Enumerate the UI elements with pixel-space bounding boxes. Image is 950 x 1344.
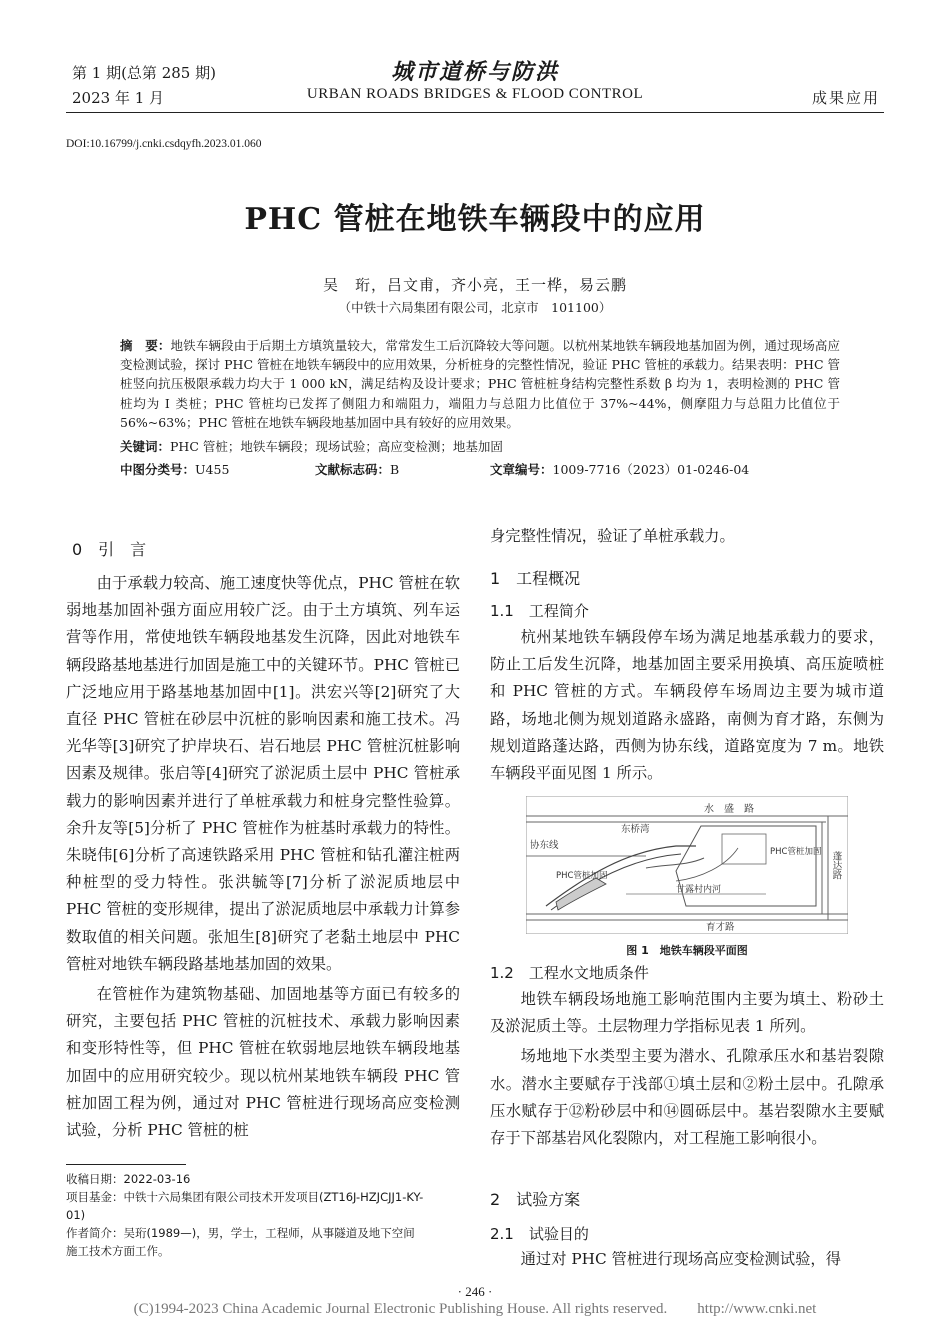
section-1-2-paragraph-1: 地铁车辆段场地施工影响范围内主要为填土、粉砂土及淤泥质土等。土层物理力学指标见表 1 所列。: [490, 990, 884, 1036]
article-id: [490, 460, 749, 478]
left-column: [66, 570, 460, 1144]
author-bio: 作者简介：吴珩(1989—)，男，学士，工程师，从事隧道及地下空间施工技术方面工作。: [66, 1226, 415, 1258]
section-1-2-heading: 1.2 工程水文地质条件: [490, 964, 649, 982]
label-ganlu-river: 甘露村内河: [676, 885, 722, 895]
section-2-heading: 2 试验方案: [490, 1190, 581, 1209]
page-number: · 246 ·: [457, 1284, 493, 1299]
footnote-rule: [66, 1164, 186, 1165]
doc-value: B: [390, 462, 400, 477]
figure-1-caption: 图 1 地铁车辆段平面图: [626, 944, 748, 957]
section-1-heading: 1 工程概况: [490, 569, 581, 588]
copyright-notice: (C)1994-2023 China Academic Journal Electronic Publishing House. All rights reserved. http://www.cnki.net: [133, 1301, 817, 1317]
header-rule: [66, 112, 884, 113]
label-south-road: 育才路: [706, 922, 735, 933]
journal-name-en: URBAN ROADS BRIDGES & FLOOD CONTROL: [306, 86, 644, 102]
intro-paragraph-1: 由于承载力较高、施工速度快等优点，PHC 管桩在软弱地基加固补强方面应用较广泛。由于土方填筑、列车运营等作用，常使地铁车辆段地基发生沉降，因此对地铁车辆段路基地基进行加固是施工中的关键环节。PHC 管桩已广泛地应用于路基地基加固中[1]。洪宏兴等[2]研究了大直径 PHC 管桩在砂层中沉桩的影响因素和施工技术。冯光华等[3]研究了护岸块石、岩石地层 PHC 管桩沉桩影响因素及规律。张启等[4]研究了淤泥质土层中 PHC 管桩承载力的影响因素并进行了单桩承载力和桩身完整性验算。余升友等[5]分析了 PHC 管桩作为桩基时承载力的特性。朱晓伟[6]分析了高速铁路采用 PHC 管桩和钻孔灌注桩两种桩型的受力特性。张洪毓等[7]分析了淤泥质地层中 PHC 管桩的变形规律，提出了淤泥质地层中承载力计算参数取值的相关问题。张旭生[8]研究了老黏土地层中 PHC 管桩对地铁车辆段路基地基加固的效果。: [66, 574, 460, 973]
article-id-value: 1009-7716（2023）01-0246-04: [552, 462, 750, 477]
section-1-2-body: [490, 986, 884, 1152]
section-label: 成果应用: [811, 89, 880, 107]
abstract-label: 摘 要：: [120, 338, 171, 353]
issue-date: 2023 年 1 月: [72, 89, 165, 107]
intro-paragraph-end: 身完整性情况，验证了单桩承载力。: [490, 527, 735, 545]
section-0-heading: 0 引 言: [72, 540, 147, 559]
fund-info: 项目基金：中铁十六局集团有限公司技术开发项目(ZT16J-HZJCJJ1-KY-01): [66, 1190, 424, 1222]
label-area-dongqiaowan: 东桥湾: [621, 824, 650, 835]
section-2-1-body: [490, 1246, 884, 1273]
label-east-road: 蓬达路: [830, 851, 842, 880]
footnote: [66, 1170, 426, 1260]
clc-label: 中图分类号：: [120, 462, 196, 477]
authors: 吴 珩，吕文甫，齐小亮，王一桦，易云鹏: [322, 276, 627, 294]
label-west-road: 协东线: [530, 840, 559, 851]
issue-number: 第 1 期(总第 285 期): [72, 64, 216, 82]
doc-code: [315, 460, 399, 478]
section-1-1-body: [490, 624, 884, 787]
abstract: [120, 336, 840, 432]
right-column-intro-end: [490, 523, 884, 550]
journal-logo-cn: 城市道桥与防洪: [390, 59, 559, 85]
received-date: 收稿日期：2022-03-16: [66, 1172, 191, 1186]
section-1-1-heading: 1.1 工程简介: [490, 602, 589, 620]
affiliation: （中铁十六局集团有限公司，北京市 101100）: [338, 300, 612, 315]
doc-label: 文献标志码：: [315, 462, 391, 477]
clc-number: [120, 460, 229, 478]
article-id-label: 文章编号：: [490, 462, 553, 477]
keywords: [120, 437, 503, 455]
section-2-1-heading: 2.1 试验目的: [490, 1225, 589, 1243]
label-phc-reinforce-east: PHC管桩加固: [770, 847, 822, 857]
keywords-label: 关键词：: [120, 439, 171, 454]
section-1-2-paragraph-2: 场地地下水类型主要为潜水、孔隙承压水和基岩裂隙水。潜水主要赋存于浅部①填土层和②粉土层中。孔隙承压水赋存于⑫粉砂层中和⑭圆砾层中。基岩裂隙水主要赋存于下部基岩风化裂隙内，对工程施工影响很小。: [490, 1047, 884, 1148]
keywords-text: PHC 管桩；地铁车辆段；现场试验；高应变检测；地基加固: [170, 439, 503, 454]
label-north-road: 水 盛 路: [704, 804, 754, 815]
label-phc-reinforce-west: PHC管桩加固: [556, 871, 608, 881]
doi: DOI:10.16799/j.cnki.csdqyfh.2023.01.060: [66, 138, 262, 150]
figure-1-site-plan: [526, 796, 848, 934]
intro-paragraph-2: 在管桩作为建筑物基础、加固地基等方面已有较多的研究，主要包括 PHC 管桩的沉桩技术、承载力影响因素和变形特性等，但 PHC 管桩在软弱地层地铁车辆段地基加固中的应用研究较少。现以杭州某地铁车辆段 PHC 管桩加固工程为例，通过对 PHC 管桩进行现场高应变检测试验，分析 PHC 管桩的桩: [66, 985, 460, 1140]
paper-title: PHC 管桩在地铁车辆段中的应用: [244, 202, 706, 237]
section-1-1-paragraph: 杭州某地铁车辆段停车场为满足地基承载力的要求，防止工后发生沉降，地基加固主要采用换填、高压旋喷桩和 PHC 管桩的方式。车辆段停车场周边主要为城市道路，场地北侧为规划道路永盛路，南侧为育才路，东侧为规划道路蓬达路，西侧为协东线，道路宽度为 7 m。地铁车辆段平面见图 1 所示。: [490, 628, 884, 783]
section-2-1-paragraph: 通过对 PHC 管桩进行现场高应变检测试验，得: [520, 1250, 842, 1268]
abstract-text: 地铁车辆段由于后期土方填筑量较大，常常发生工后沉降较大等问题。以杭州某地铁车辆段地基加固为例，通过现场高应变检测试验，探讨 PHC 管桩在地铁车辆段中的应用效果，分析桩身的完整性情况，验证 PHC 管桩的承载力。结果表明：PHC 管桩竖向抗压极限承载力均大于 1 000 kN，满足结构及设计要求；PHC 管桩桩身结构完整性系数 β 均为 1，表明检测的 PHC 管桩均为 Ⅰ 类桩；PHC 管桩均已发挥了侧阻力和端阻力，端阻力与总阻力比值位于 37%~44%，侧摩阻力与总阻力比值位于 56%~63%；PHC 管桩在地铁车辆段地基加固中具有较好的应用效果。: [120, 338, 840, 430]
clc-value: U455: [195, 462, 230, 477]
